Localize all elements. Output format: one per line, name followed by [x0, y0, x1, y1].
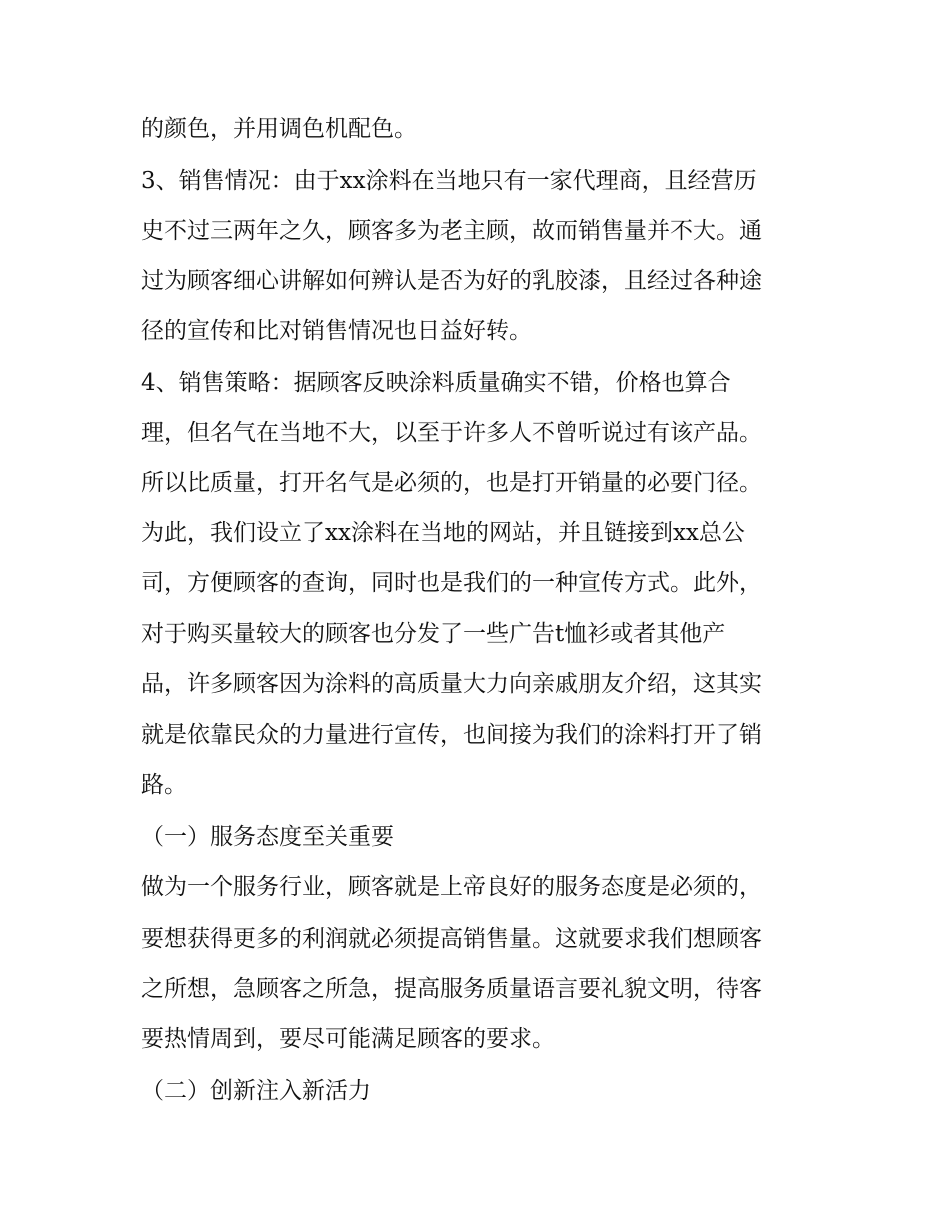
section-heading: （一）服务态度至关重要 [141, 824, 394, 850]
text-line: 要热情周到，要尽可能满足顾客的要求。 [141, 1026, 555, 1052]
text-line: 过为顾客细心讲解如何辨认是否为好的乳胶漆，且经过各种途 [141, 268, 762, 294]
text-line: 路。 [141, 772, 187, 798]
text-line: 理，但名气在当地不大，以至于许多人不曾听说过有该产品。 [141, 420, 762, 446]
text-line: 径的宣传和比对销售情况也日益好转。 [141, 318, 532, 344]
text-line: 要想获得更多的利润就必须提高销售量。这就要求我们想顾客 [141, 926, 762, 952]
text-line: 就是依靠民众的力量进行宣传，也间接为我们的涂料打开了销 [141, 722, 762, 748]
text-line: 4、销售策略：据顾客反映涂料质量确实不错，价格也算合 [141, 370, 731, 396]
text-line: 3、销售情况：由于xx涂料在当地只有一家代理商，且经营历 [141, 168, 757, 194]
text-line: 品，许多顾客因为涂料的高质量大力向亲戚朋友介绍，这其实 [141, 671, 762, 697]
text-line: 对于购买量较大的顾客也分发了一些广告t恤衫或者其他产 [141, 621, 726, 647]
text-line: 所以比质量，打开名气是必须的，也是打开销量的必要门径。 [141, 470, 762, 496]
text-line: 司，方便顾客的查询，同时也是我们的一种宣传方式。此外， [141, 570, 762, 596]
text-line: 做为一个服务行业，顾客就是上帝良好的服务态度是必须的， [141, 874, 762, 900]
text-line: 的颜色，并用调色机配色。 [141, 116, 417, 142]
section-heading: （二）创新注入新活力 [141, 1078, 371, 1104]
text-line: 史不过三两年之久，顾客多为老主顾，故而销售量并不大。通 [141, 218, 762, 244]
text-line: 之所想，急顾客之所急，提高服务质量语言要礼貌文明，待客 [141, 976, 762, 1002]
text-line: 为此，我们设立了xx涂料在当地的网站，并且链接到xx总公 [141, 520, 745, 546]
